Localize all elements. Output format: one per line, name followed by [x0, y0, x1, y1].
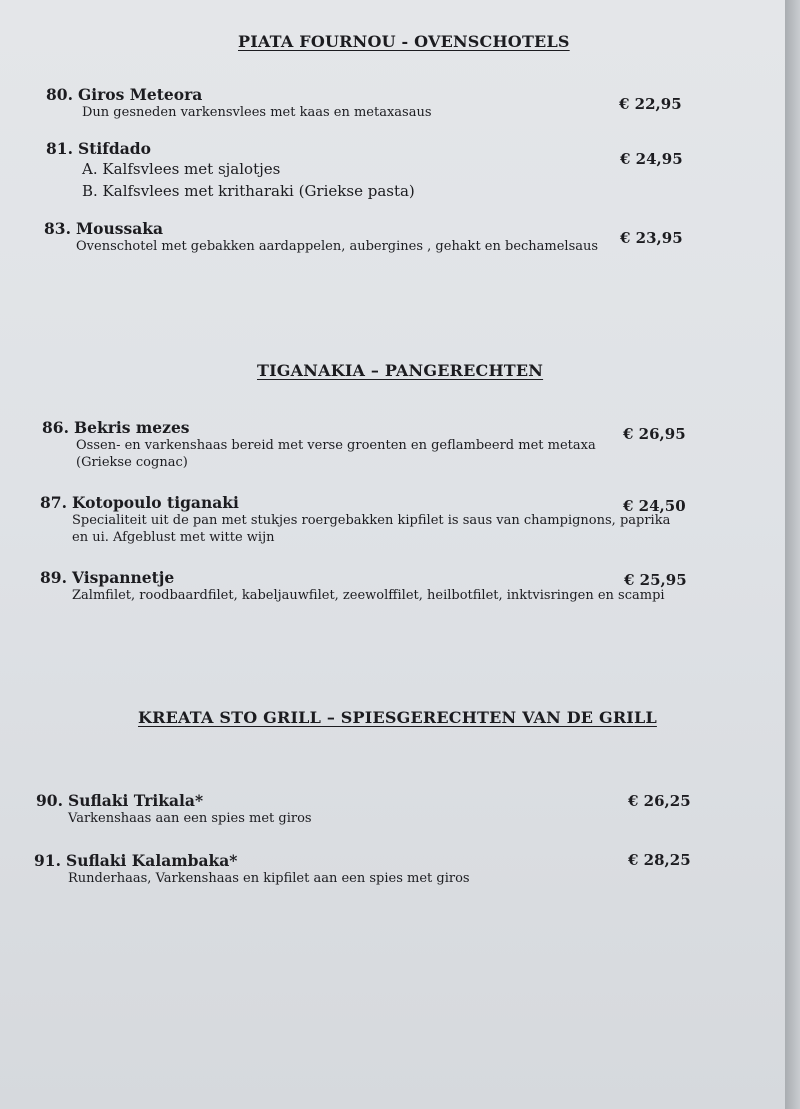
- menu-item: [42, 418, 702, 471]
- item-number: 86.: [42, 418, 69, 437]
- item-number: 89.: [40, 568, 67, 587]
- item-description: Ossen- en varkenshaas bereid met verse groenten en geflambeerd met metaxa: [76, 438, 596, 453]
- item-price: € 28,25: [628, 851, 691, 869]
- item-price: € 22,95: [619, 95, 682, 113]
- item-description: Zalmfilet, roodbaardfilet, kabeljauwfilet, zeewolffilet, heilbotfilet, inktvisringen en scampi: [72, 588, 665, 603]
- item-name: Bekris mezes: [74, 418, 190, 437]
- item-name: Moussaka: [76, 219, 164, 238]
- item-number: 87.: [40, 493, 67, 512]
- item-description: Runderhaas, Varkenshaas en kipfilet aan een spies met giros: [68, 871, 470, 886]
- item-description: B. Kalfsvlees met kritharaki (Griekse pasta): [82, 182, 415, 200]
- item-price: € 26,95: [623, 425, 686, 443]
- menu-item: [36, 791, 696, 827]
- item-name: Suflaki Trikala*: [68, 791, 204, 810]
- item-name: Suflaki Kalambaka*: [66, 851, 238, 870]
- item-description: Specialiteit uit de pan met stukjes roergebakken kipfilet is saus van champignons, paprika: [72, 513, 671, 528]
- item-number: 80.: [46, 85, 73, 104]
- menu-item: [46, 85, 706, 121]
- section-heading-grill: KREATA STO GRILL – SPIESGERECHTEN VAN DE GRILL: [138, 708, 657, 727]
- item-price: € 24,95: [620, 150, 683, 168]
- menu-item: [46, 139, 706, 202]
- page-edge: [785, 0, 800, 1109]
- item-description: A. Kalfsvlees met sjalotjes: [82, 160, 281, 178]
- item-name: Stifdado: [78, 139, 151, 158]
- item-name: Kotopoulo tiganaki: [72, 493, 239, 512]
- item-description: Varkenshaas aan een spies met giros: [68, 811, 312, 826]
- item-name: Giros Meteora: [78, 85, 203, 104]
- menu-item: [34, 851, 694, 887]
- menu-item: [44, 219, 704, 255]
- item-number: 83.: [44, 219, 71, 238]
- item-price: € 25,95: [624, 571, 687, 589]
- menu-item: [40, 568, 700, 604]
- menu-item: [40, 493, 700, 546]
- item-price: € 26,25: [628, 792, 691, 810]
- item-description: Dun gesneden varkensvlees met kaas en metaxasaus: [82, 105, 432, 120]
- item-price: € 24,50: [623, 497, 686, 515]
- item-description: (Griekse cognac): [76, 455, 188, 470]
- item-number: 90.: [36, 791, 63, 810]
- item-number: 91.: [34, 851, 61, 870]
- item-description: Ovenschotel met gebakken aardappelen, aubergines , gehakt en bechamelsaus: [76, 239, 599, 254]
- item-number: 81.: [46, 139, 73, 158]
- item-name: Vispannetje: [72, 568, 175, 587]
- section-heading-ovenschotels: PIATA FOURNOU - OVENSCHOTELS: [238, 32, 570, 51]
- item-description: en ui. Afgeblust met witte wijn: [72, 530, 275, 545]
- item-price: € 23,95: [620, 229, 683, 247]
- section-heading-pangerechten: TIGANAKIA – PANGERECHTEN: [257, 361, 544, 380]
